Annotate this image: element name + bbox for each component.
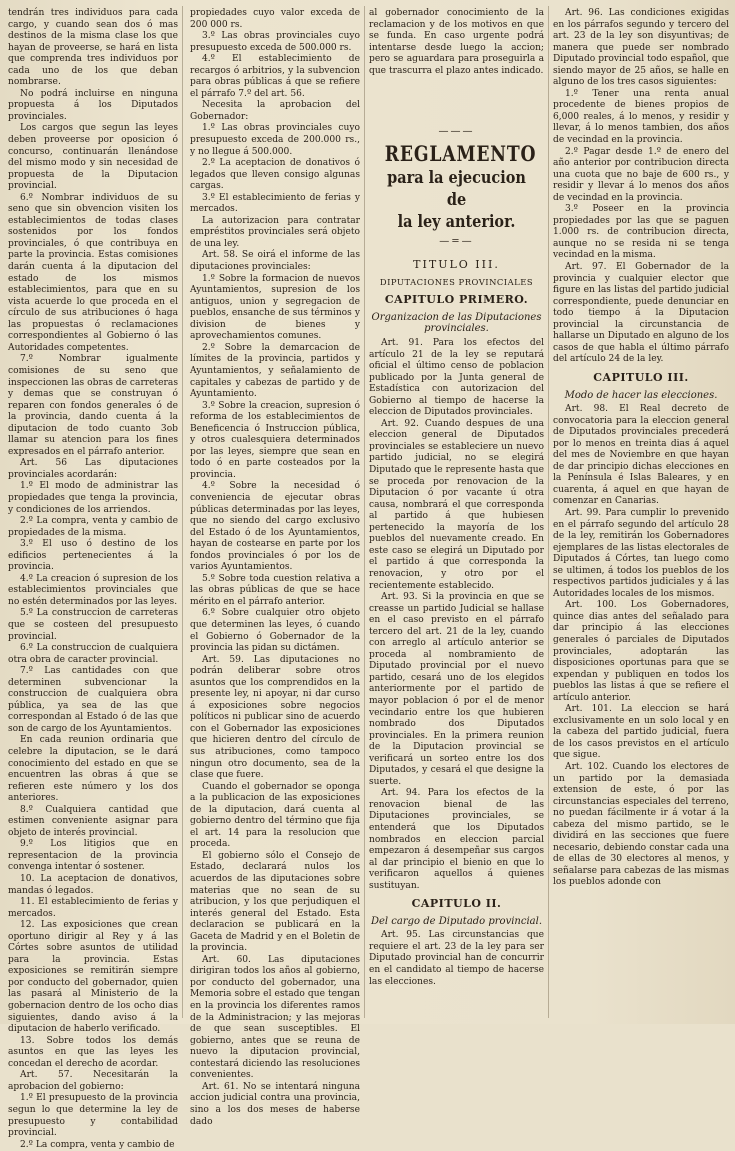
paragraph: 11. El establecimiento de ferias y mercados. <box>8 897 178 919</box>
paragraph: Art. 58. Se oirá el informe de las diputaciones provinciales: <box>190 250 360 273</box>
paragraph: 4.º El establecimiento de recargos ó arbitrios, y la subvencion para obras públicas á que se refiere el párrafo 7.º del art. 56. <box>190 54 360 99</box>
paragraph: Art. 94. Para los efectos de la renovacion bienal de las Diputaciones provinciales, se entenderá que los Diputados nombrados en eleccion parcial empezaron á desempeñar sus cargos al dar principio el bienio en que lo verificaron aquellos á quienes sustituyan. <box>369 788 544 891</box>
column-rule <box>548 6 549 1018</box>
paragraph: Art. 93. Si la provincia en que se creasse un partido Judicial se hallase en el caso previsto en el párrafo tercero del art. 21 de la ley, cuando con arreglo al artículo anterior se proceda al nombramiento de Diputado provincial por el nuevo partido, cesará uno de los elegidos anteriormente por el partido de mayor poblacion ó por el de menor vecindario entre los que hubieren nombrado dos Diputados provinciales. En la primera reunion de la Diputacion provincial se verificará un sorteo entre los dos Diputados, y cesará el que designe la suerte. <box>369 592 544 787</box>
paragraph: Art. 59. Las diputaciones no podrán deliberar sobre otros asuntos que los comprendidos en la presente ley, ni apoyar, ni dar curso á exposiciones sobre negocios políticos ni publicar sino de acuerdo con el Gobernador las exposiciones que hicieren dentro del círculo de sus atribuciones, como tampoco ningun otro documento, sea de la clase que fuere. <box>190 654 360 781</box>
paragraph: En cada reunion ordinaria que celebre la diputacion, se le dará conocimiento del estado en que se encuentren las obras á que se refieren este número y los dos anteriores. <box>8 735 178 804</box>
paragraph: Art. 102. Cuando los electores de un partido por la demasiada extension de este, ó por las circunstancias especiales del terreno, no puedan fácilmente ir á votar á la cabeza del mismo partido, se le dividirá en las secciones que fuere necesario, debiendo constar cada una de ellas de 30 electores al menos, y señalarse para cabezas de las mismas los pueblos adonde con <box>553 762 729 888</box>
paragraph: Necesita la aprobacion del Gobernador: <box>190 100 360 122</box>
column-rule <box>182 6 183 1018</box>
paragraph: Art. 97. El Gobernador de la provincia y cualquier elector que figure en las listas del partido judicial correspondiente, puede denunciar en todo tiempo á la Diputacion provincial la circunstancia de hallarse un Diputado en alguno de los casos de que habla el último párrafo del artículo 24 de la ley. <box>553 262 729 365</box>
paragraph: propiedades cuyo valor exceda de 200 000 rs. <box>190 8 360 30</box>
paragraph: 3.º Las obras provinciales cuyo presupuesto exceda de 500.000 rs. <box>190 31 360 53</box>
paragraph: 6.º La construccion de cualquiera otra obra de caracter provincial. <box>8 643 178 665</box>
paragraph: 6.º Nombrar individuos de su seno que sin obvencion visiten los establecimientos de todas clases sostenidos por los fondos provinciales, ó que contribuya en parte la provincia. Estas comisiones darán cuenta á la diputacion del estado de los mismos establecimientos, para que en su vista acuerde lo que proceda en el círculo de sus atribuciones ó haga las propuestas ó reclamaciones correspondientes al Gobierno ó las Autoridades competentes. <box>8 192 178 353</box>
column-2 <box>190 8 360 1127</box>
paragraph: al gobernador conocimiento de la reclamacion y de los motivos en que se funda. En caso urgente podrá intentarse desde luego la accion; pero se aguardara para proseguirla a que trascurra el plazo antes indicado. <box>369 8 544 76</box>
paragraph: 5.º La construccion de carreteras que se costeen del presupuesto provincial. <box>8 608 178 642</box>
column-1 <box>8 8 178 1150</box>
paragraph: 1.º El modo de administrar las propiedades que tenga la provincia, y condiciones de los arriendos. <box>8 481 178 515</box>
paragraph: Art. 96. Las condiciones exigidas en los párrafos segundo y tercero del art. 23 de la ley son disyuntivas; de manera que puede ser nombrado Diputado provincial todo español, que siendo mayor de 25 años, se halle en alguno de los tres casos siguientes: <box>553 8 729 88</box>
ornament-rule: —=— <box>439 236 474 248</box>
chapter-subtitle: Organizacion de las Diputaciones provinciales. <box>371 311 542 335</box>
paragraph: 2.º La compra, venta y cambio de <box>20 1139 175 1150</box>
titulo-heading: TITULO III. <box>413 258 500 272</box>
section-heading: DIPUTACIONES PROVINCIALES <box>379 276 534 287</box>
column-4 <box>553 8 729 1018</box>
paragraph: 2.º Pagar desde 1.º de enero del año anterior por contribucion directa una cuota que no baje de 600 rs., y residir y llevar á lo menos dos años de vecindad en la provincia. <box>553 146 729 203</box>
paragraph: 1.º El presupuesto de la provincia segun lo que determine la ley de presupuesto y contabilidad provincial. <box>8 1093 178 1139</box>
paragraph: Art. 57. Necesitarán la aprobacion del gobierno: <box>8 1070 178 1092</box>
reglamento-title <box>369 127 544 247</box>
paragraph: Art. 91. Para los efectos del artículo 21 de la ley se reputará oficial el último censo de poblacion publicado por la Junta general de Estadística con autorizacion del Gobierno al tiempo de hacerse la eleccion de Diputados provinciales. <box>369 338 544 418</box>
chapter-subtitle: Del cargo de Diputado provincial. <box>370 915 543 927</box>
paragraph: Art. 56 Las diputaciones provinciales acordarán: <box>8 458 178 480</box>
chapter-heading: CAPITULO III. <box>593 370 689 384</box>
paragraph: 7.º Nombrar igualmente comisiones de su seno que inspeccionen las obras de carreteras y demas que se construyan ó reparen con fondos generales ó de la provincia, dando cuenta á la diputacion de todo cuanto 3ob llamar su atencion para los fines expresados en el párrafo anterior. <box>8 354 178 457</box>
paragraph: 3.º El uso ó destino de los edificios pertenecientes á la provincia. <box>8 539 178 573</box>
paragraph: El gobierno sólo el Consejo de Estado, declarará nulos los acuerdos de las diputaciones sobre materias que no sean de su atribucion, y los que perjudiquen el interés general del Estado. Esta declaracion se publicará en la Gaceta de Madrid y en el Boletin de la provincia. <box>190 850 360 954</box>
ornament-rule: ——— <box>438 126 475 138</box>
paragraph: 8.º Cualquiera cantidad que estimen conveniente asignar para objeto de interés provincial. <box>8 804 178 838</box>
paragraph: 1.º Sobre la formacion de nuevos Ayuntamientos, supresion de los antiguos, union y segregacion de pueblos, ensanche de sus términos y division de bienes y aprovechamientos comunes. <box>190 273 360 342</box>
paragraph: 13. Sobre todos los demás asuntos en que las leyes les concedan el derecho de acordar. <box>8 1035 178 1069</box>
paragraph: 1.º Las obras provinciales cuyo presupuesto exceda de 200.000 rs., y no llegue á 500.000. <box>190 123 360 157</box>
paragraph: 10. La aceptacion de donativos, mandas ó legados. <box>8 874 178 896</box>
paragraph: 4.º La creacion ó supresion de los establecimientos provinciales que no estén determinados por las leyes. <box>8 573 178 607</box>
paragraph: 5.º Sobre toda cuestion relativa a las obras públicas de que se hace mérito en el párrafo anterior. <box>190 573 360 607</box>
paragraph: Art. 61. No se intentará ninguna accion judicial contra una provincia, sino a los dos meses de haberse dado <box>190 1081 360 1127</box>
paragraph: No podrá incluirse en ninguna propuesta á los Diputados provinciales. <box>8 88 178 122</box>
paragraph: 3.º El establecimiento de ferias y mercados. <box>190 192 360 215</box>
paragraph: 3.º Sobre la creacion, supresion ó reforma de los establecimientos de Beneficencia ó Instruccion pública, y otros cualesquiera determinados por las leyes, siempre que sean en todo ó en parte costeados por la provincia. <box>190 400 360 480</box>
paragraph: Art. 99. Para cumplir lo prevenido en el párrafo segundo del artículo 28 de la ley, remitirán los Gobernadores ejemplares de las listas electorales de Diputados á Córtes, tan luego como se ultimen, á todos los pueblos de los respectivos partidos judiciales y á las Autoridades locales de los mismos. <box>553 507 729 599</box>
paragraph: 2.º Sobre la demarcacion de límites de la provincia, partidos y Ayuntamientos, y señalamiento de capitales y cabezas de partido y de Ayuntamiento. <box>190 342 360 400</box>
paragraph: 4.º Sobre la necesidad ó conveniencia de ejecutar obras públicas determinadas por las leyes, que no siendo del cargo exclusivo del Estado ó de los Ayuntamientos, hayan de costearse en parte por los fondos provinciales ó por los de varios Ayuntamientos. <box>190 481 360 573</box>
paragraph: Art. 92. Cuando despues de una eleccion general de Diputados provinciales se estableciere un nuevo partido judicial, no se elegirá Diputado que le represente hasta que se proceda por renovacion de la Diputacion ó por vacante ú otra causa, nombrará el que corresponda al partido á que hubiesen pertenecido la mayoría de los pueblos del nuevamente creado. En este caso se elegirá un Diputado por el partido á que corresponda la renovacion, y otro por el recientemente establecido. <box>369 418 544 591</box>
chapter-heading: CAPITULO PRIMERO. <box>384 293 529 307</box>
paragraph: La autorizacion para contratar empréstitos provinciales será objeto de una ley. <box>190 215 360 249</box>
paragraph: Art. 98. El Real decreto de convocatoria para la eleccion general de Diputados provinciales precederá por lo menos en treinta dias á aquel del mes de Noviembre en que hayan de dar principio dichas elecciones en la Península é Islas Baleares, y en cuarenta, á aquel en que hayan de comenzar en Canarias. <box>553 404 729 507</box>
paragraph: tendrán tres individuos para cada cargo, y cuando sean dos ó mas destinos de la misma clase los que hayan de proveerse, se hará en lista que comprenda tres individuos por cada uno de los que deban nombrarse. <box>8 8 178 88</box>
paragraph: Cuando el gobernador se oponga a la publicacion de las exposiciones de la diputacion, dará cuenta al gobierno dentro del término que fija el art. 14 para la resolucion que proceda. <box>190 781 360 850</box>
paragraph: 1.º Tener una renta anual procedente de bienes propios de 6,000 reales, á lo menos, y residir y llevar, á lo menos tambien, dos años de vecindad en la provincia. <box>553 88 729 146</box>
paragraph: Art. 60. Las diputaciones dirigiran todos los años al gobierno, por conducto del gobernador, una Memoria sobre el estado que tengan en la provincia los diferentes ramos de la Administracion; y las mejoras de que sean susceptibles. El gobierno, antes que se reuna de nuevo la diputacion provincial, contestará diciendo las resoluciones convenientes. <box>190 954 360 1081</box>
column-3 <box>369 8 544 1018</box>
paragraph: 6.º Sobre cualquier otro objeto que determinen las leyes, ó cuando el Gobierno ó Gobernador de la provincia las pidan su dictámen. <box>190 608 360 654</box>
paragraph: Art. 95. Las circunstancias que requiere el art. 23 de la ley para ser Diputado provincial han de concurrir en el candidato al tiempo de hacerse las elecciones. <box>369 930 544 987</box>
paragraph: Art. 101. La eleccion se hará exclusivamente en un solo local y en la cabeza del partido judicial, fuera de los casos previstos en el artículo que sigue. <box>553 704 729 761</box>
chapter-heading: CAPITULO II. <box>411 897 502 911</box>
paragraph: Los cargos que segun las leyes deben proveerse por oposicion ó concurso, continuarán llenándose del mismo modo y sin necesidad de propuesta de la Diputacion provincial. <box>8 123 178 192</box>
column-rule <box>364 6 365 1018</box>
paragraph: 2.º La aceptacion de donativos ó legados que lleven consigo algunas cargas. <box>190 158 360 192</box>
paragraph: 12. Las exposiciones que crean oportuno dirigir al Rey y á las Córtes sobre asuntos de utilidad para la provincia. Estas exposiciones se remitirán siempre por conducto del gobernador, quien las pasará al Ministerio de la gobernacion dentro de los ocho dias siguientes, dando aviso á la diputacion de haberlo verificado. <box>8 920 178 1035</box>
title-line-3: la ley anterior. <box>397 212 516 233</box>
chapter-subtitle: Modo de hacer las elecciones. <box>564 389 718 401</box>
paragraph: 3.º Poseer en la provincia propiedades por las que se paguen 1.000 rs. de contribucion directa, aunque no se resida ni se tenga vecindad en la misma. <box>553 204 729 261</box>
title-line-2: para la ejecucion de <box>387 168 526 211</box>
paragraph: 9.º Los litigios que en representacion de la provincia convenga intentar ó sostener. <box>8 839 178 873</box>
paragraph: 7.º Las cantidades con que determinen subvencionar la construccion de cualquiera obra pública, ya sea de las que correspondan al Estado ó de las que son de cargo de los Ayuntamientos. <box>8 666 178 734</box>
paragraph: Art. 100. Los Gobernadores, quince dias antes del señalado para dar principio á las elecciones generales ó parciales de Diputados provinciales, adoptarán las disposiciones oportunas para que se expendan y publiquen en todos los pueblos las listas á que se refiere el artículo anterior. <box>553 600 729 703</box>
paragraph: 2.º La compra, venta y cambio de propiedades de la misma. <box>8 516 178 538</box>
title-line-1: REGLAMENTO <box>384 141 537 167</box>
